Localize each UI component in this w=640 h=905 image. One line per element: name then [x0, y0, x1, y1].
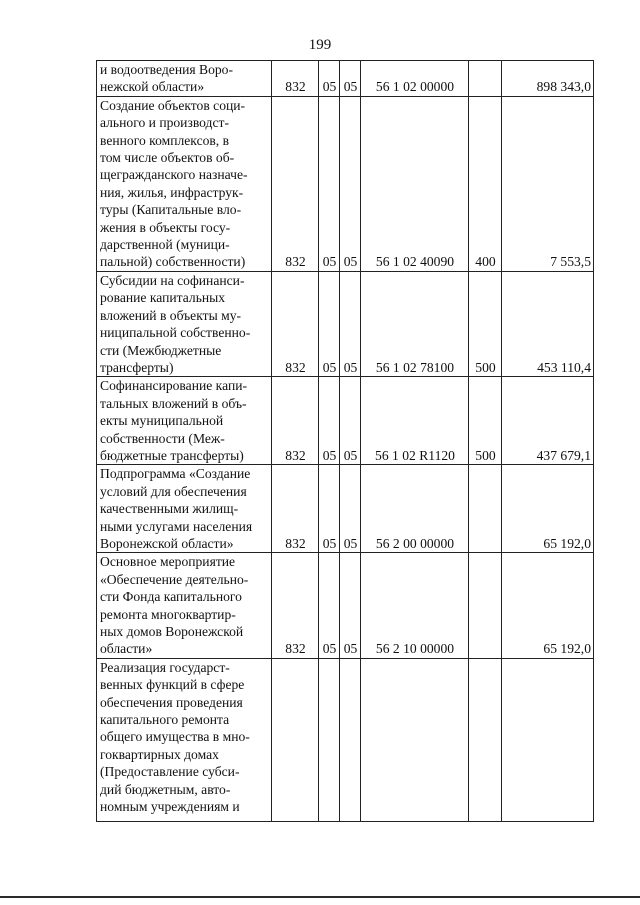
row-subsection-cell: 05 [340, 465, 361, 553]
row-article-cell: 56 2 10 00000 [361, 553, 469, 658]
row-code-cell: 832 [272, 271, 319, 376]
table-row [97, 553, 594, 658]
row-section-cell: 05 [319, 271, 340, 376]
row-type-cell [469, 61, 502, 97]
row-name-cell: Создание объектов соци- ального и производст- венного комплексов, в том числе объектов об- щегражданского назначе- ния, жилья, инфраструк- туры (Капитальные вло- жения в объекты госу- дарственной (муници- пальной) собственности) [97, 96, 272, 271]
row-subsection-cell: 05 [340, 553, 361, 658]
row-type-cell: 400 [469, 96, 502, 271]
row-name-cell: Субсидии на софинанси- рование капитальных вложений в объекты му- ниципальной собственно- сти (Межбюджетные трансферты) [97, 271, 272, 376]
row-sum-cell: 7 553,5 [502, 96, 594, 271]
row-subsection-cell: 05 [340, 61, 361, 97]
row-sum-cell: 437 679,1 [502, 377, 594, 465]
row-article-cell [361, 658, 469, 821]
row-type-cell: 500 [469, 377, 502, 465]
row-name-cell: Основное мероприятие «Обеспечение деятельно- сти Фонда капитального ремонта многоквартир- ных домов Воронежской области» [97, 553, 272, 658]
row-section-cell: 05 [319, 553, 340, 658]
row-subsection-cell [340, 658, 361, 821]
row-section-cell: 05 [319, 465, 340, 553]
table-row [97, 377, 594, 465]
row-name-cell: и водоотведения Воро- нежской области» [97, 61, 272, 97]
table-row [97, 61, 594, 97]
row-sum-cell: 898 343,0 [502, 61, 594, 97]
row-article-cell: 56 1 02 00000 [361, 61, 469, 97]
row-subsection-cell: 05 [340, 96, 361, 271]
row-code-cell: 832 [272, 96, 319, 271]
row-type-cell [469, 553, 502, 658]
table-row [97, 465, 594, 553]
row-code-cell: 832 [272, 377, 319, 465]
row-subsection-cell: 05 [340, 377, 361, 465]
row-sum-cell: 65 192,0 [502, 465, 594, 553]
row-sum-cell [502, 658, 594, 821]
row-section-cell: 05 [319, 96, 340, 271]
row-code-cell [272, 658, 319, 821]
row-code-cell: 832 [272, 465, 319, 553]
row-name-cell: Софинансирование капи- тальных вложений в объ- екты муниципальной собственности (Меж- бюджетные трансферты) [97, 377, 272, 465]
row-section-cell [319, 658, 340, 821]
row-section-cell: 05 [319, 377, 340, 465]
table-row [97, 658, 594, 821]
row-type-cell: 500 [469, 271, 502, 376]
row-name-cell: Реализация государст- венных функций в сфере обеспечения проведения капитального ремонта общего имущества в мно- гоквартирных домах (Предоставление субси- дий бюджетным, авто- номным учреждениям и [97, 658, 272, 821]
row-article-cell: 56 1 02 R1120 [361, 377, 469, 465]
row-section-cell: 05 [319, 61, 340, 97]
row-article-cell: 56 1 02 78100 [361, 271, 469, 376]
page-number: 199 [308, 37, 332, 53]
row-code-cell: 832 [272, 61, 319, 97]
row-type-cell [469, 658, 502, 821]
table-row [97, 96, 594, 271]
row-article-cell: 56 1 02 40090 [361, 96, 469, 271]
row-type-cell [469, 465, 502, 553]
row-name-cell: Подпрограмма «Создание условий для обеспечения качественными жилищ- ными услугами населения Воронежской области» [97, 465, 272, 553]
row-sum-cell: 65 192,0 [502, 553, 594, 658]
row-code-cell: 832 [272, 553, 319, 658]
scan-edge-line [0, 896, 640, 898]
table-row [97, 271, 594, 376]
row-sum-cell: 453 110,4 [502, 271, 594, 376]
row-subsection-cell: 05 [340, 271, 361, 376]
budget-table [96, 60, 594, 822]
row-article-cell: 56 2 00 00000 [361, 465, 469, 553]
